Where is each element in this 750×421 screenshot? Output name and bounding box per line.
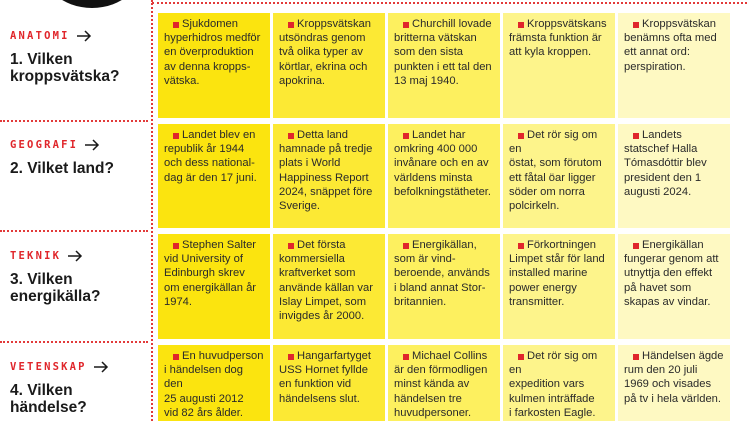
clue-cell: Energikällan, som är vind- beroende, används i bland annat Stor- britannien. [388,234,500,339]
clue-cell: Detta land hamnade på tredje plats i World Happiness Report 2024, snäppet före Sverige. [273,124,385,228]
row-separator [0,341,148,343]
category-heading [10,361,148,373]
row-label [10,135,148,177]
bullet-square-icon [403,133,409,139]
bullet-square-icon [633,243,639,249]
category-heading [10,250,148,262]
quiz-row-anatomi [0,13,750,118]
quiz-row-teknik [0,234,750,339]
row-label [10,26,148,85]
clue-cells [158,124,730,228]
bullet-square-icon [288,133,294,139]
clue-cell: Landets statschef Halla Tómasdóttir blev president den 1 augusti 2024. [618,124,730,228]
top-dotted-divider [152,2,747,4]
clue-cell: Kroppsvätskan utsöndras genom två olika typer av körtlar, ekrina och apokrina. [273,13,385,118]
clue-cell: En huvudperson i händelsen dog den 25 augusti 2012 vid 82 års ålder. [158,345,270,421]
question-text: 2. Vilket land? [10,160,114,177]
question-text: 4. Vilken händelse? [10,382,87,416]
black-disc-graphic [37,0,147,8]
quiz-row-vetenskap [0,345,750,421]
arrow-right-icon [93,361,109,373]
bullet-square-icon [288,243,294,249]
bullet-square-icon [518,243,524,249]
question-text: 3. Vilken energikälla? [10,271,101,305]
bullet-square-icon [633,22,639,28]
clue-cell: Det rör sig om en expedition vars kulmen inträffade i farkosten Eagle. [503,345,615,421]
bullet-square-icon [518,133,524,139]
arrow-right-icon [84,139,100,151]
bullet-square-icon [288,354,294,360]
bullet-square-icon [633,133,639,139]
category-heading [10,30,148,42]
clue-cells [158,13,730,118]
clue-cell: Det första kommersiella kraftverket som använde källan var Islay Limpet, som invigdes år 2000. [273,234,385,339]
clue-cells [158,234,730,339]
clue-cell: Landet blev en republik år 1944 och dess national- dag är den 17 juni. [158,124,270,228]
category-heading [10,139,148,151]
clue-cell: Hangarfartyget USS Hornet fyllde en funktion vid händelsens slut. [273,345,385,421]
bullet-square-icon [403,354,409,360]
clue-cell: Förkortningen Limpet står för land installed marine power energy transmitter. [503,234,615,339]
clue-cells [158,345,730,421]
bullet-square-icon [403,22,409,28]
clue-cell: Stephen Salter vid University of Edinburgh skrev om energikällan år 1974. [158,234,270,339]
clue-cell: Händelsen ägde rum den 20 juli 1969 och visades på tv i hela världen. [618,345,730,421]
bullet-square-icon [403,243,409,249]
bullet-square-icon [518,354,524,360]
clue-cell: Landet har omkring 400 000 invånare och en av världens minsta befolkningstätheter. [388,124,500,228]
question-text: 1. Vilken kroppsvätska? [10,51,120,85]
category-label: ANATOMI [10,30,70,42]
row-separator [0,230,148,232]
row-separator [0,120,148,122]
category-label: VETENSKAP [10,361,87,373]
quiz-row-geografi [0,124,750,228]
row-label [10,246,148,305]
clue-cell: Kroppsvätskans främsta funktion är att kyla kroppen. [503,13,615,118]
clue-cell: Sjukdomen hyperhidros medför en överproduktion av denna kropps- vätska. [158,13,270,118]
bullet-square-icon [633,354,639,360]
arrow-right-icon [67,250,83,262]
bullet-square-icon [518,22,524,28]
clue-cell: Kroppsvätskan benämns ofta med ett annat ord: perspiration. [618,13,730,118]
clue-cell: Churchill lovade britterna vätskan som den sista punkten i ett tal den 13 maj 1940. [388,13,500,118]
bullet-square-icon [173,22,179,28]
bullet-square-icon [173,243,179,249]
row-label [10,357,148,416]
bullet-square-icon [173,133,179,139]
category-label: GEOGRAFI [10,139,79,151]
bullet-square-icon [288,22,294,28]
arrow-right-icon [76,30,92,42]
bullet-square-icon [173,354,179,360]
category-label: TEKNIK [10,250,62,262]
clue-cell: Michael Collins är den förmodligen minst kända av händelsen tre huvudpersoner. [388,345,500,421]
clue-cell: Det rör sig om en östat, som förutom ett fåtal öar ligger söder om norra polcirkeln. [503,124,615,228]
clue-cell: Energikällan fungerar genom att utnyttja den effekt på havet som skapas av vindar. [618,234,730,339]
